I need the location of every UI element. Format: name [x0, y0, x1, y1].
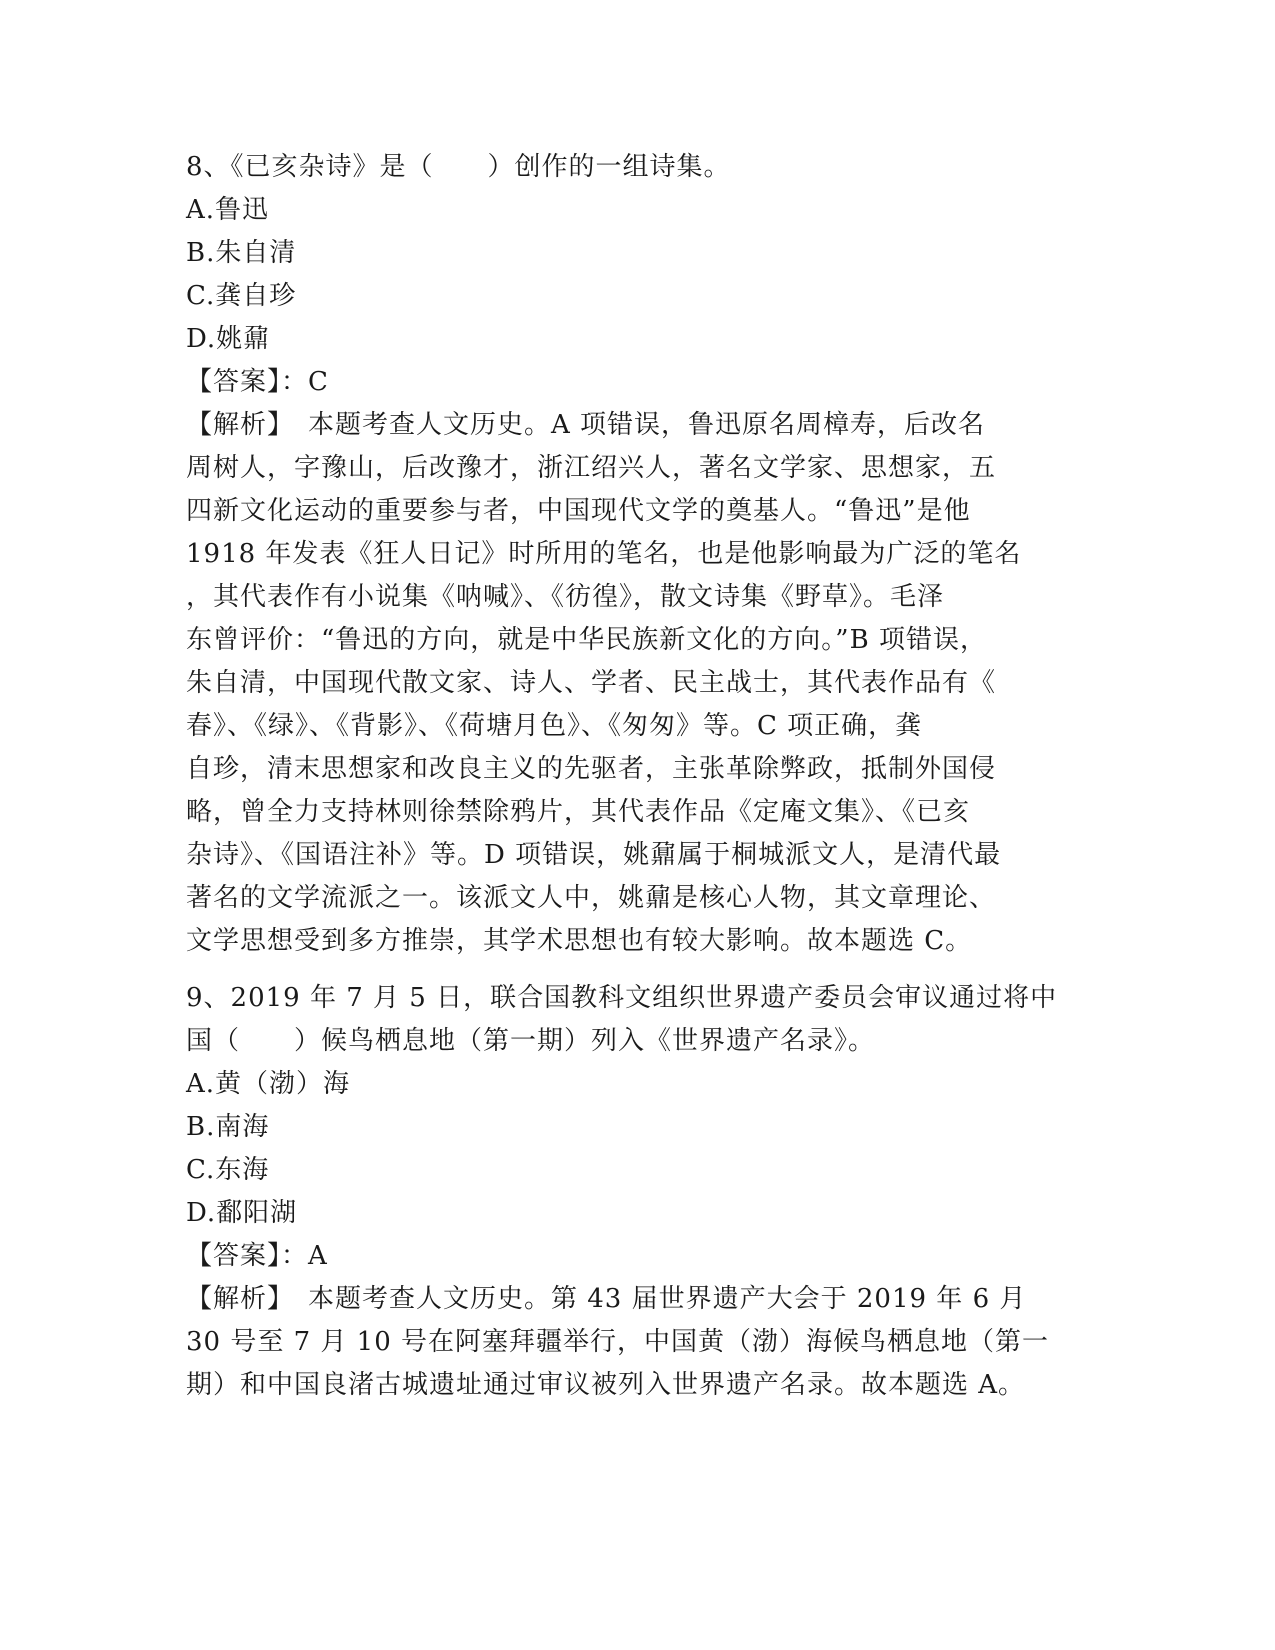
document-body — [186, 146, 1082, 1407]
option-a: A.鲁迅 — [186, 195, 270, 225]
answer-line: 【答案】：C — [186, 367, 329, 397]
analysis-line: 周树人，字豫山，后改豫才，浙江绍兴人，著名文学家、思想家，五 — [186, 453, 997, 483]
question-9 — [186, 977, 1082, 1407]
option-c: C.龚自珍 — [186, 281, 297, 311]
analysis-line: 春》、《绿》、《背影》、《荷塘月色》、《匆匆》等。C 项正确，龚 — [186, 711, 923, 741]
answer-line: 【答案】：A — [186, 1241, 328, 1271]
question-stem: 国（ ）候鸟栖息地（第一期）列入《世界遗产名录》。 — [186, 1026, 876, 1056]
analysis-line: 四新文化运动的重要参与者，中国现代文学的奠基人。“鲁迅”是他 — [186, 496, 971, 526]
question-stem: 9、2019 年 7 月 5 日，联合国教科文组织世界遗产委员会审议通过将中 — [186, 983, 1058, 1013]
option-d: D.鄱阳湖 — [186, 1198, 298, 1228]
analysis-line: 朱自清，中国现代散文家、诗人、学者、民主战士，其代表作品有《 — [186, 668, 997, 698]
option-c: C.东海 — [186, 1155, 270, 1185]
analysis-line: 【解析】 本题考查人文历史。第 43 届世界遗产大会于 2019 年 6 月 — [186, 1284, 1027, 1314]
analysis-line: 杂诗》、《国语注补》等。D 项错误，姚鼐属于桐城派文人，是清代最 — [186, 840, 1002, 870]
analysis-line: 30 号至 7 月 10 号在阿塞拜疆举行，中国黄（渤）海候鸟栖息地（第一 — [186, 1327, 1050, 1357]
analysis-line: 文学思想受到多方推崇，其学术思想也有较大影响。故本题选 C。 — [186, 926, 973, 956]
analysis-line: 期）和中国良渚古城遗址通过审议被列入世界遗产名录。故本题选 A。 — [186, 1370, 1026, 1400]
analysis-line: 自珍，清末思想家和改良主义的先驱者，主张革除弊政，抵制外国侵 — [186, 754, 997, 784]
question-8 — [186, 146, 1082, 963]
analysis-line: 东曾评价：“鲁迅的方向，就是中华民族新文化的方向。”B 项错误， — [186, 625, 987, 655]
option-a: A.黄（渤）海 — [186, 1069, 351, 1099]
analysis-line: ，其代表作有小说集《呐喊》、《彷徨》，散文诗集《野草》。毛泽 — [186, 582, 945, 612]
analysis-line: 【解析】 本题考查人文历史。A 项错误，鲁迅原名周樟寿，后改名 — [186, 410, 986, 440]
analysis-line: 1918 年发表《狂人日记》时所用的笔名，也是他影响最为广泛的笔名 — [186, 539, 1022, 569]
question-stem: 8、《已亥杂诗》是（ ）创作的一组诗集。 — [186, 152, 731, 182]
option-b: B.南海 — [186, 1112, 270, 1142]
option-b: B.朱自清 — [186, 238, 297, 268]
analysis-line: 略，曾全力支持林则徐禁除鸦片，其代表作品《定庵文集》、《已亥 — [186, 797, 971, 827]
analysis-line: 著名的文学流派之一。该派文人中，姚鼐是核心人物，其文章理论、 — [186, 883, 997, 913]
question-spacer — [186, 963, 1082, 977]
option-d: D.姚鼐 — [186, 324, 271, 354]
